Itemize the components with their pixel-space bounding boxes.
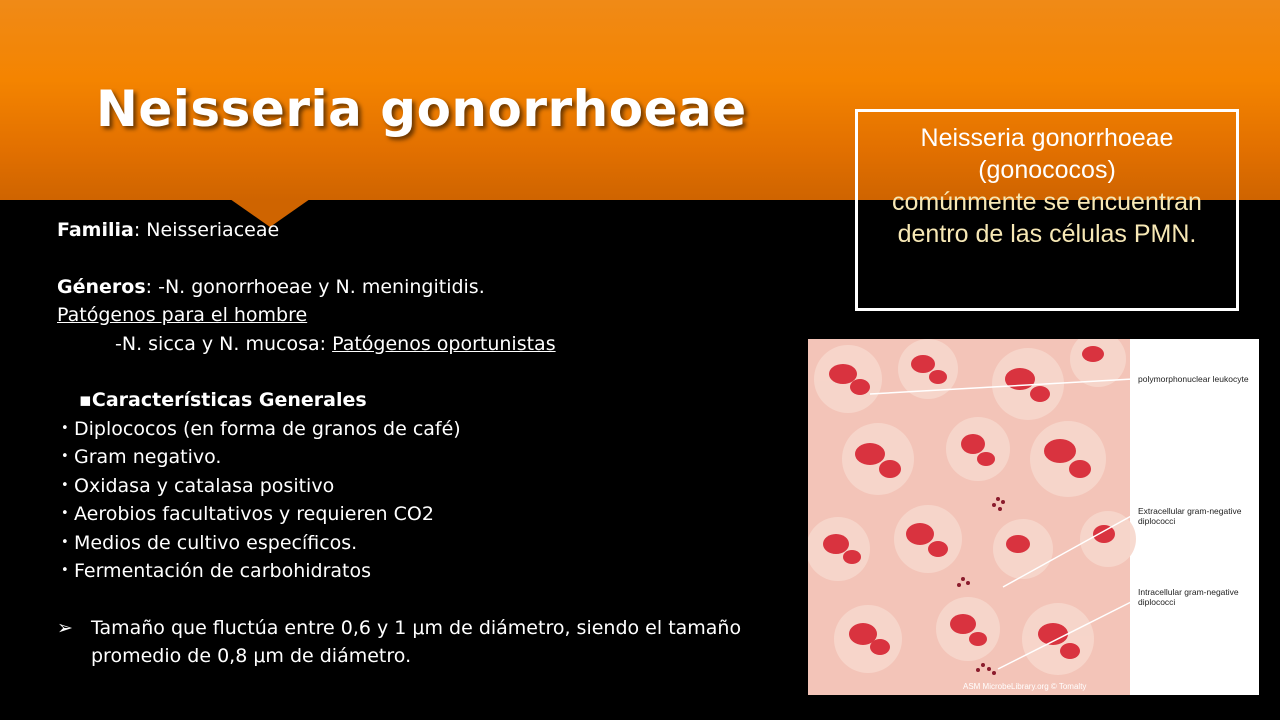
bullet-item: • Fermentación de carbohidratos [57, 557, 797, 586]
patogenos-oportunistas: Patógenos oportunistas [332, 332, 556, 355]
familia-line [57, 216, 797, 245]
micrograph-figure [808, 339, 1259, 695]
callout-box [855, 109, 1239, 311]
caracteristicas-label: Características Generales [91, 389, 367, 411]
generos-line [57, 273, 797, 302]
bullet-item: • Oxidasa y catalasa positivo [57, 472, 797, 501]
generos-value: : -N. gonorrhoeae y N. meningitidis. [145, 275, 485, 298]
callout-line1: Neisseria gonorrhoeae (gonococos) [920, 124, 1174, 184]
slide-body [57, 216, 797, 671]
sub-species-line [57, 330, 797, 359]
generos-label: Géneros [57, 275, 146, 298]
patogenos-hombre: Patógenos para el hombre [57, 304, 308, 326]
bullet-item: • Diplococos (en forma de granos de café) [57, 415, 797, 444]
label-intracellular: Intracellular gram-negative diplococci [1138, 587, 1239, 607]
arrow-bullet-icon: ➢ [57, 616, 73, 639]
familia-value: : Neisseriaceae [133, 219, 280, 241]
tamano-text: Tamaño que fluctúa entre 0,6 y 1 μm de diámetro, siendo el tamaño promedio de 0,8 μm de diámetro. [91, 616, 742, 667]
slide-title: Neisseria gonorrhoeae [96, 80, 747, 138]
label-extracellular: Extracellular gram-negative diplococci [1138, 506, 1242, 526]
sub-species: -N. sicca y N. mucosa: [115, 332, 333, 355]
patogenos-line [57, 301, 797, 330]
tamano-item [57, 614, 791, 671]
label-pmn: polymorphonuclear leukocyte [1138, 374, 1249, 384]
bullet-item: • Medios de cultivo específicos. [57, 529, 797, 558]
caracteristicas-header [57, 386, 797, 415]
callout-line2: comúnmente se encuentran dentro de las células PMN. [892, 188, 1202, 248]
square-bullet-icon: ▪ [79, 389, 92, 411]
bullet-item: • Aerobios facultativos y requieren CO2 [57, 500, 797, 529]
familia-label: Familia [57, 219, 134, 241]
micrograph-credit: ASM MicrobeLibrary.org © Tomalty [963, 682, 1087, 691]
bullet-item: • Gram negativo. [57, 443, 797, 472]
